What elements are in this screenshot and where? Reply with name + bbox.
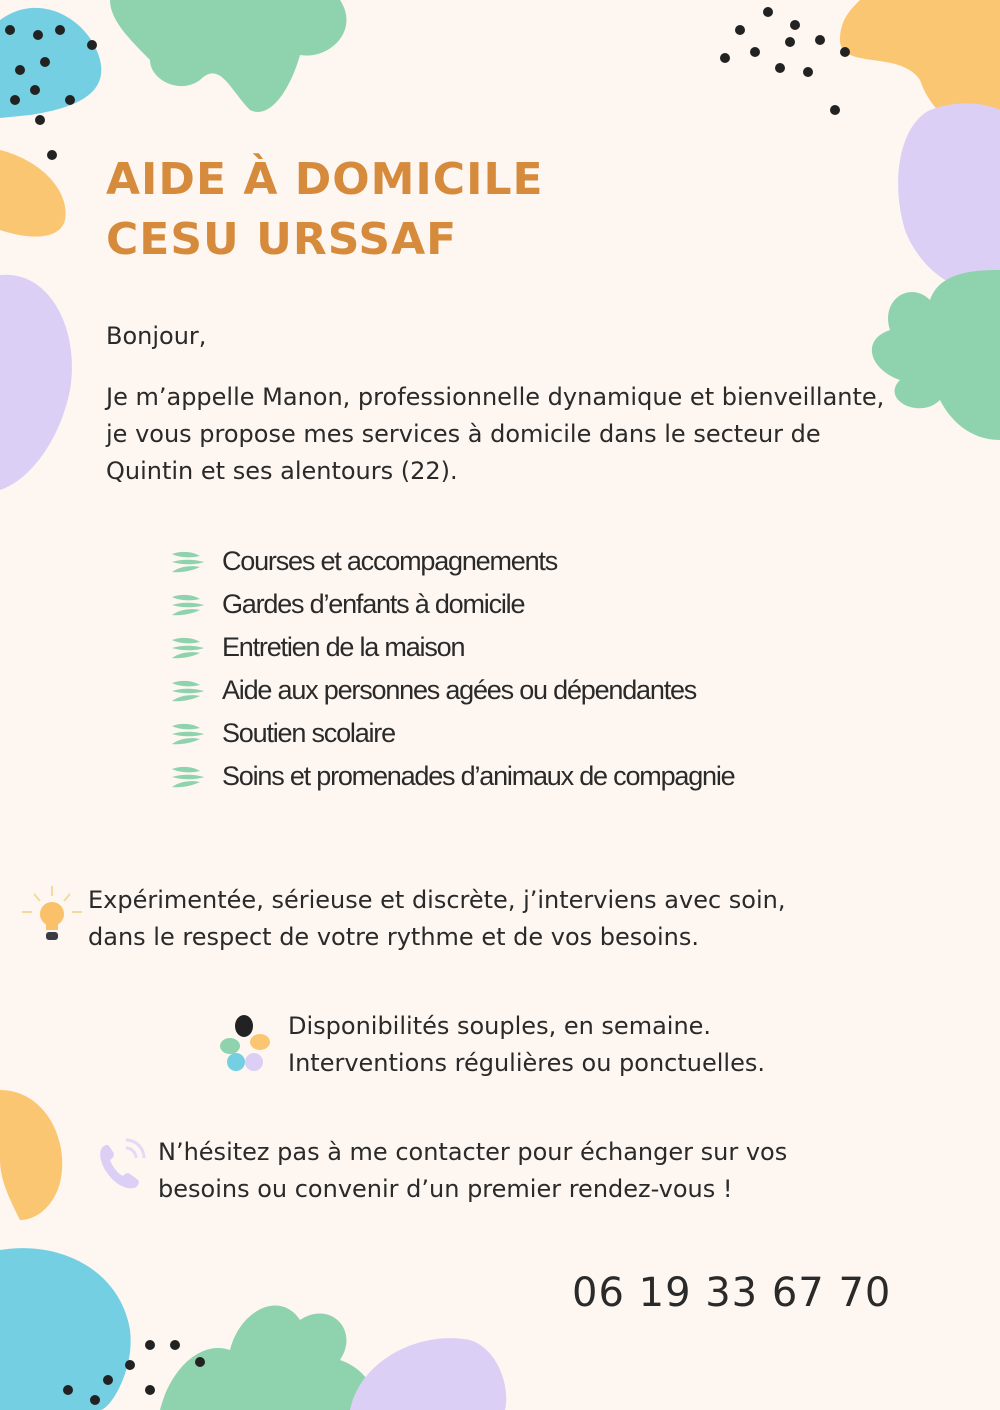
availability-block [208, 1008, 765, 1082]
leaf-bullet-icon [170, 591, 206, 619]
lightbulb-icon [18, 884, 86, 948]
qualities-line-1: Expérimentée, sérieuse et discrète, j’interviens avec soin, [88, 886, 786, 914]
title-line-1: AIDE À DOMICILE [106, 154, 544, 205]
title-line-2: CESU URSSAF [106, 214, 458, 265]
list-item [170, 540, 734, 583]
service-label: Gardes d’enfants à domicile [222, 589, 525, 619]
availability-line-1: Disponibilités souples, en semaine. [288, 1012, 712, 1040]
qualities-line-2: dans le respect de votre rythme et de vos besoins. [88, 923, 699, 951]
list-item [170, 669, 734, 712]
list-item [170, 755, 734, 798]
hands-icon [208, 1008, 278, 1078]
leaf-bullet-icon [170, 677, 206, 705]
service-label: Entretien de la maison [222, 632, 465, 662]
leaf-bullet-icon [170, 548, 206, 576]
intro-paragraph: Je m’appelle Manon, professionnelle dynamique et bienveillante, je vous propose mes services à domicile dans le secteur de Quintin et ses alentours (22). [106, 383, 885, 485]
leaf-bullet-icon [170, 634, 206, 662]
phone-icon [96, 1134, 152, 1194]
list-item [170, 626, 734, 669]
greeting: Bonjour, [106, 322, 207, 350]
service-label: Soutien scolaire [222, 718, 395, 748]
service-label: Aide aux personnes agées ou dépendantes [222, 675, 697, 705]
service-label: Courses et accompagnements [222, 546, 557, 576]
availability-line-2: Interventions régulières ou ponctuelles. [288, 1049, 765, 1077]
list-item [170, 712, 734, 755]
service-label: Soins et promenades d’animaux de compagnie [222, 761, 735, 791]
phone-number: 06 19 33 67 70 [572, 1270, 892, 1316]
list-item [170, 583, 734, 626]
contact-block [96, 1134, 787, 1208]
leaf-bullet-icon [170, 763, 206, 791]
page-title [106, 150, 544, 270]
leaf-bullet-icon [170, 720, 206, 748]
qualities-block [18, 884, 785, 956]
services-list [170, 540, 734, 798]
contact-line-1: N’hésitez pas à me contacter pour échanger sur vos [158, 1138, 788, 1166]
contact-line-2: besoins ou convenir d’un premier rendez-vous ! [158, 1175, 733, 1203]
